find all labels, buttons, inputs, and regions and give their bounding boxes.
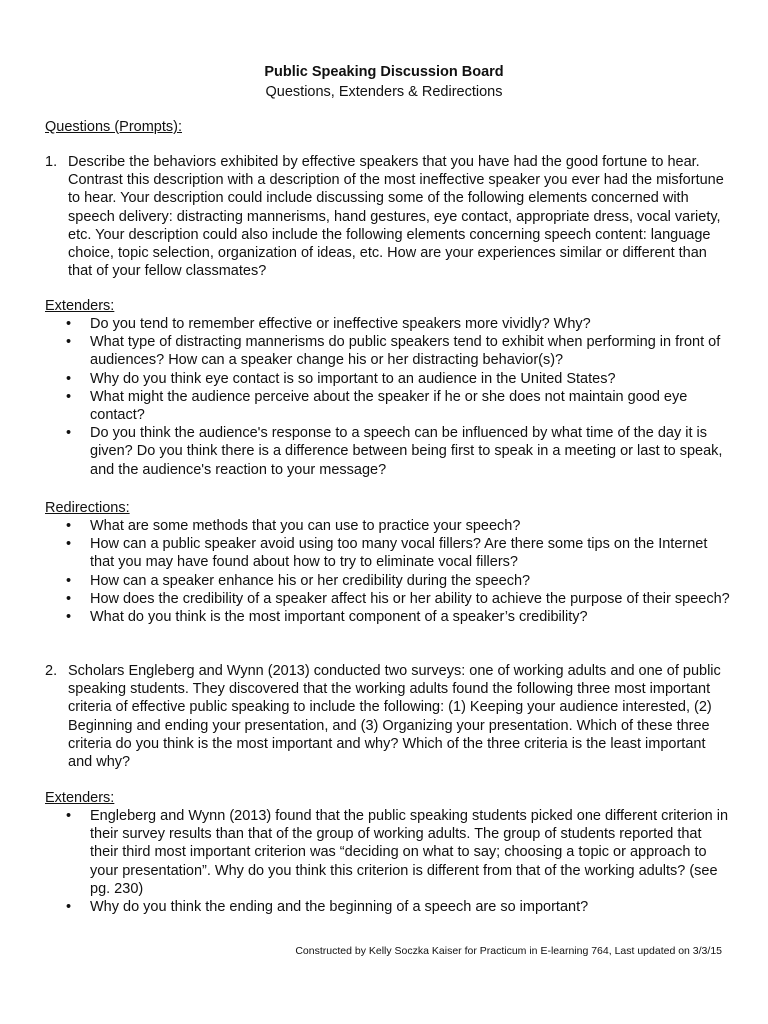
extender-text: What type of distracting mannerisms do public speakers tend to exhibit when performing in front of audiences? How can a speaker change his or her distracting behavior(s)? <box>90 334 721 369</box>
questions-heading: Questions (Prompts): <box>45 119 182 135</box>
extenders-heading-2: Extenders: <box>45 790 115 806</box>
bullet-icon: • <box>66 590 72 607</box>
extenders-list-2 <box>0 807 768 916</box>
extender-text: What might the audience perceive about the speaker if he or she does not maintain good eye contact? <box>90 388 688 424</box>
extender-text: Do you tend to remember effective or ineffective speakers more vividly? Why? <box>90 316 591 332</box>
bullet-icon: • <box>66 316 72 332</box>
list-item <box>0 590 730 608</box>
bullet-icon: • <box>66 899 72 916</box>
extender-text: Why do you think the ending and the beginning of a speech are so important? <box>90 899 589 916</box>
list-item <box>0 517 730 535</box>
bullet-icon: • <box>66 808 72 824</box>
list-item <box>0 333 730 369</box>
redirections-list <box>0 517 768 626</box>
question-1-text: Describe the behaviors exhibited by effective speakers that you have had the good fortune to hear. Contrast this description with a description of the most ineffective speaker you ever had the misfortune to hear. Your description could include discussing some of the following elements concerned with speech delivery: distracting mannerisms, hand gestures, eye contact, appropriate dress, vocal variety, etc. Your description could also include the following elements concerning speech content: language choice, topic selection, organization of ideas, etc. How are your experiences similar or different than that of your fellow classmates? <box>68 154 724 280</box>
redirections-heading: Redirections: <box>45 500 130 516</box>
extender-text: Engleberg and Wynn (2013) found that the public speaking students picked one different criterion in their survey results than that of the group of working adults. The group of students reported that their third most important criterion was “deciding on what to say; choosing a topic or approach to your presentation”. Why do you think this criterion is different from that of the working adults? (see pg. 230) <box>90 808 729 897</box>
list-item <box>0 608 730 626</box>
redirection-text: How can a speaker enhance his or her credibility during the speech? <box>90 572 531 589</box>
question-1-number: 1. <box>45 154 58 170</box>
list-item <box>0 388 730 424</box>
redirection-text: What are some methods that you can use to practice your speech? <box>90 518 521 534</box>
extender-text: Do you think the audience's response to a speech can be influenced by what time of the day it is given? Do you think there is a difference between being first to speak in a meeting or last to speak, and the audience's reaction to your message? <box>90 425 723 478</box>
bullet-icon: • <box>66 425 72 442</box>
list-item <box>0 315 730 333</box>
redirection-text: How does the credibility of a speaker affect his or her ability to achieve the purpose of their speech? <box>90 590 730 607</box>
extenders-list-1 <box>0 315 768 479</box>
list-item <box>0 535 730 571</box>
bullet-icon: • <box>66 609 72 626</box>
redirection-text: How can a public speaker avoid using too many vocal fillers? Are there some tips on the Internet that you may have found about how to try to eliminate vocal fillers? <box>90 536 708 571</box>
redirection-text: What do you think is the most important component of a speaker’s credibility? <box>90 609 588 626</box>
question-2-number: 2. <box>45 663 58 679</box>
bullet-icon: • <box>66 334 72 351</box>
list-item <box>0 572 730 590</box>
document-title: Public Speaking Discussion Board <box>264 64 504 80</box>
extender-text: Why do you think eye contact is so important to an audience in the United States? <box>90 370 616 387</box>
list-item <box>0 424 730 479</box>
question-2-text: Scholars Engleberg and Wynn (2013) conducted two surveys: one of working adults and one of public speaking students. They discovered that the working adults found the following three most important criteria of effective public speaking to include the following: (1) Keeping your audience interested, (2) Beginning and ending your presentation, and (3) Organizing your presentation. Which of these three criteria do you think is the most important and why? Which of the three criteria is the least important and why? <box>68 663 721 771</box>
extenders-heading-1: Extenders: <box>45 298 115 314</box>
bullet-icon: • <box>66 518 72 534</box>
document-subtitle: Questions, Extenders & Redirections <box>265 84 503 100</box>
bullet-icon: • <box>66 536 72 553</box>
bullet-icon: • <box>66 572 72 589</box>
list-item <box>0 898 730 916</box>
list-item <box>0 807 730 898</box>
bullet-icon: • <box>66 370 72 387</box>
bullet-icon: • <box>66 388 72 405</box>
list-item <box>0 370 730 388</box>
document-footer: Constructed by Kelly Soczka Kaiser for Practicum in E-learning 764, Last updated on 3/3/15 <box>295 945 722 957</box>
